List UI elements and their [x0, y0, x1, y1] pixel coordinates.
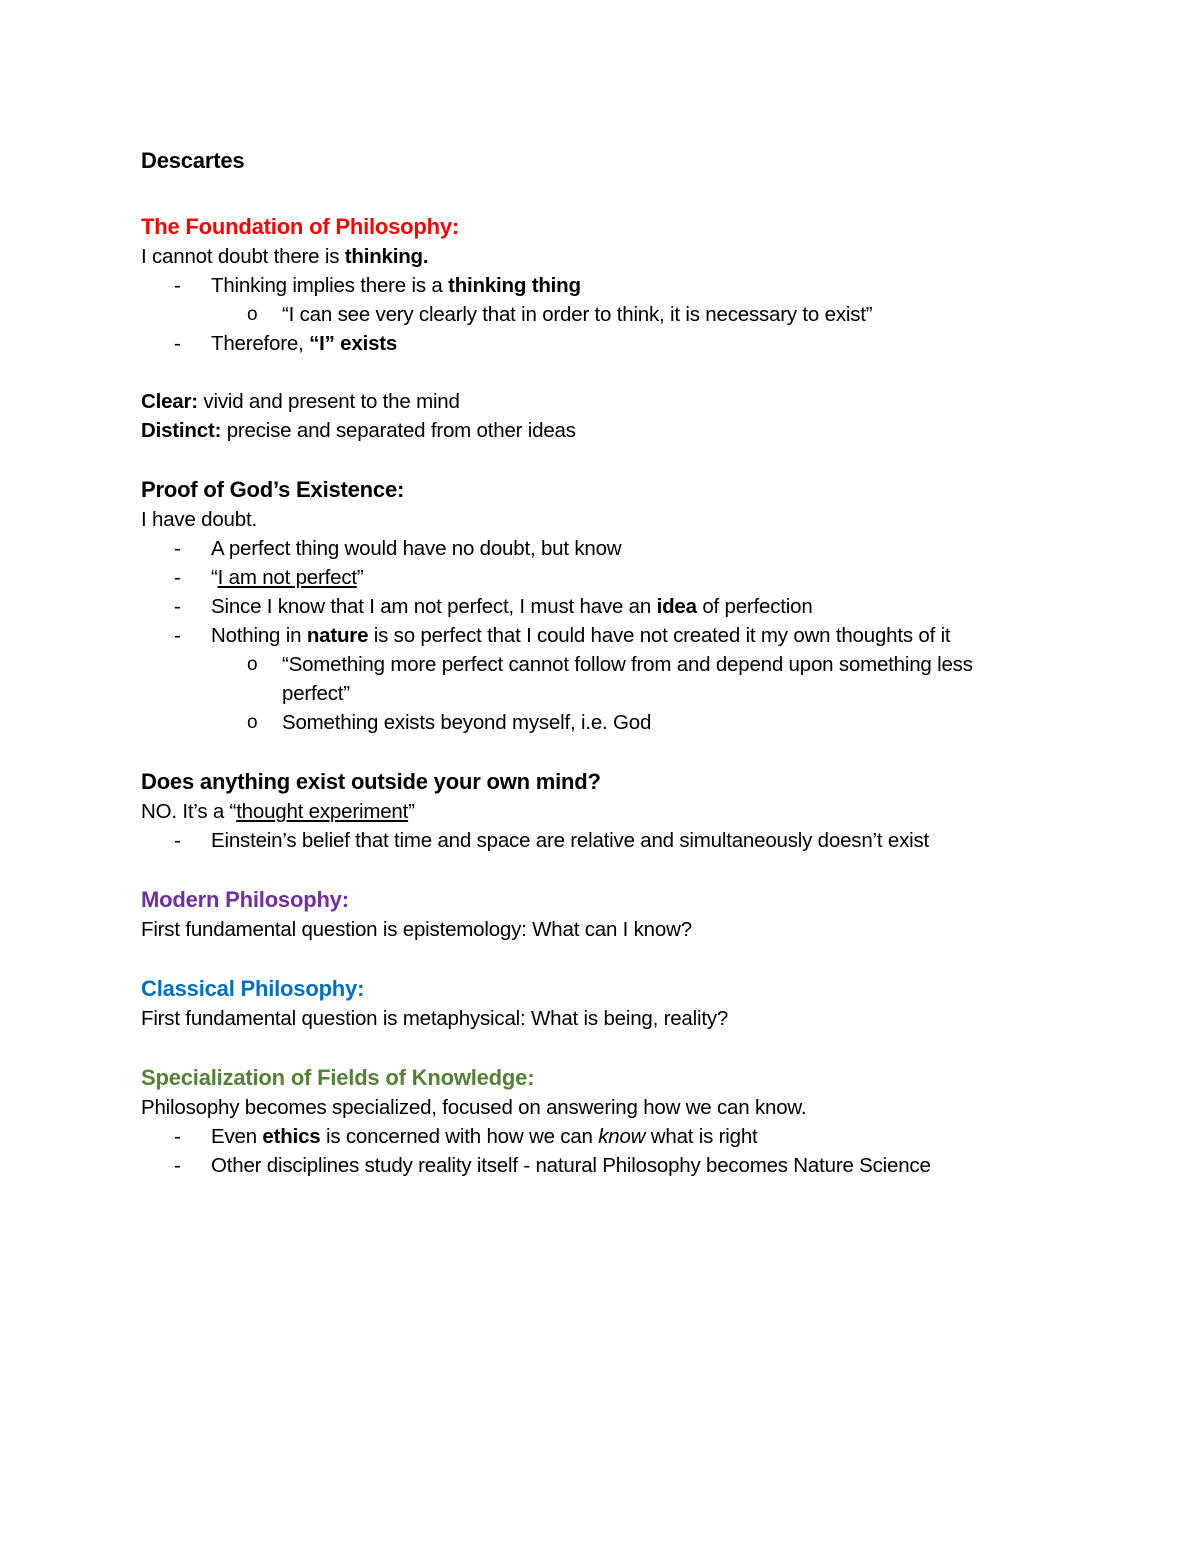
dash-marker: -: [174, 537, 181, 560]
dash-marker: -: [174, 566, 181, 589]
modern-text: First fundamental question is epistemology: What can I know?: [141, 918, 692, 941]
dash-marker: -: [174, 1154, 181, 1177]
list-item: - Even ethics is concerned with how we can know what is right: [141, 1122, 1101, 1151]
list-item: - Thinking implies there is a thinking thing: [141, 271, 1101, 300]
list-item: - Nothing in nature is so perfect that I could have not created it my own thoughts of it: [141, 621, 1101, 650]
list-item: - “I am not perfect”: [141, 563, 1101, 592]
dash-marker: -: [174, 332, 181, 355]
dash-marker: -: [174, 274, 181, 297]
dash-marker: -: [174, 624, 181, 647]
list-item: - A perfect thing would have no doubt, but know: [141, 534, 1101, 563]
document-page: [141, 146, 1101, 1180]
heading-proof: Proof of God’s Existence:: [141, 477, 405, 502]
classical-text: First fundamental question is metaphysical: What is being, reality?: [141, 1007, 729, 1030]
document-title: Descartes: [141, 148, 245, 173]
proof-intro: I have doubt.: [141, 508, 257, 531]
foundation-intro: I cannot doubt there is thinking.: [141, 245, 429, 268]
sub-list-item: o “Something more perfect cannot follow from and depend upon something less perfect”: [141, 650, 1101, 708]
heading-classical: Classical Philosophy:: [141, 976, 365, 1001]
dash-marker: -: [174, 1125, 181, 1148]
dash-marker: -: [174, 595, 181, 618]
heading-outside-mind: Does anything exist outside your own mind?: [141, 769, 601, 794]
definition-distinct: Distinct: precise and separated from other ideas: [141, 419, 576, 442]
outside-intro: NO. It’s a “thought experiment”: [141, 800, 415, 823]
circle-marker: o: [247, 304, 258, 325]
circle-marker: o: [247, 712, 258, 733]
sub-list-item: o Something exists beyond myself, i.e. God: [141, 708, 1101, 737]
circle-marker: o: [247, 654, 258, 675]
list-item: - Other disciplines study reality itself - natural Philosophy becomes Nature Science: [141, 1151, 1101, 1180]
definition-clear: Clear: vivid and present to the mind: [141, 390, 460, 413]
heading-specialization: Specialization of Fields of Knowledge:: [141, 1065, 535, 1090]
list-item: - Therefore, “I” exists: [141, 329, 1101, 358]
specialization-intro: Philosophy becomes specialized, focused on answering how we can know.: [141, 1096, 807, 1119]
heading-foundation: The Foundation of Philosophy:: [141, 214, 460, 239]
list-item: - Einstein’s belief that time and space are relative and simultaneously doesn’t exist: [141, 826, 1101, 855]
heading-modern: Modern Philosophy:: [141, 887, 349, 912]
list-item: - Since I know that I am not perfect, I must have an idea of perfection: [141, 592, 1101, 621]
dash-marker: -: [174, 829, 181, 852]
sub-list-item: o “I can see very clearly that in order to think, it is necessary to exist”: [141, 300, 1101, 329]
